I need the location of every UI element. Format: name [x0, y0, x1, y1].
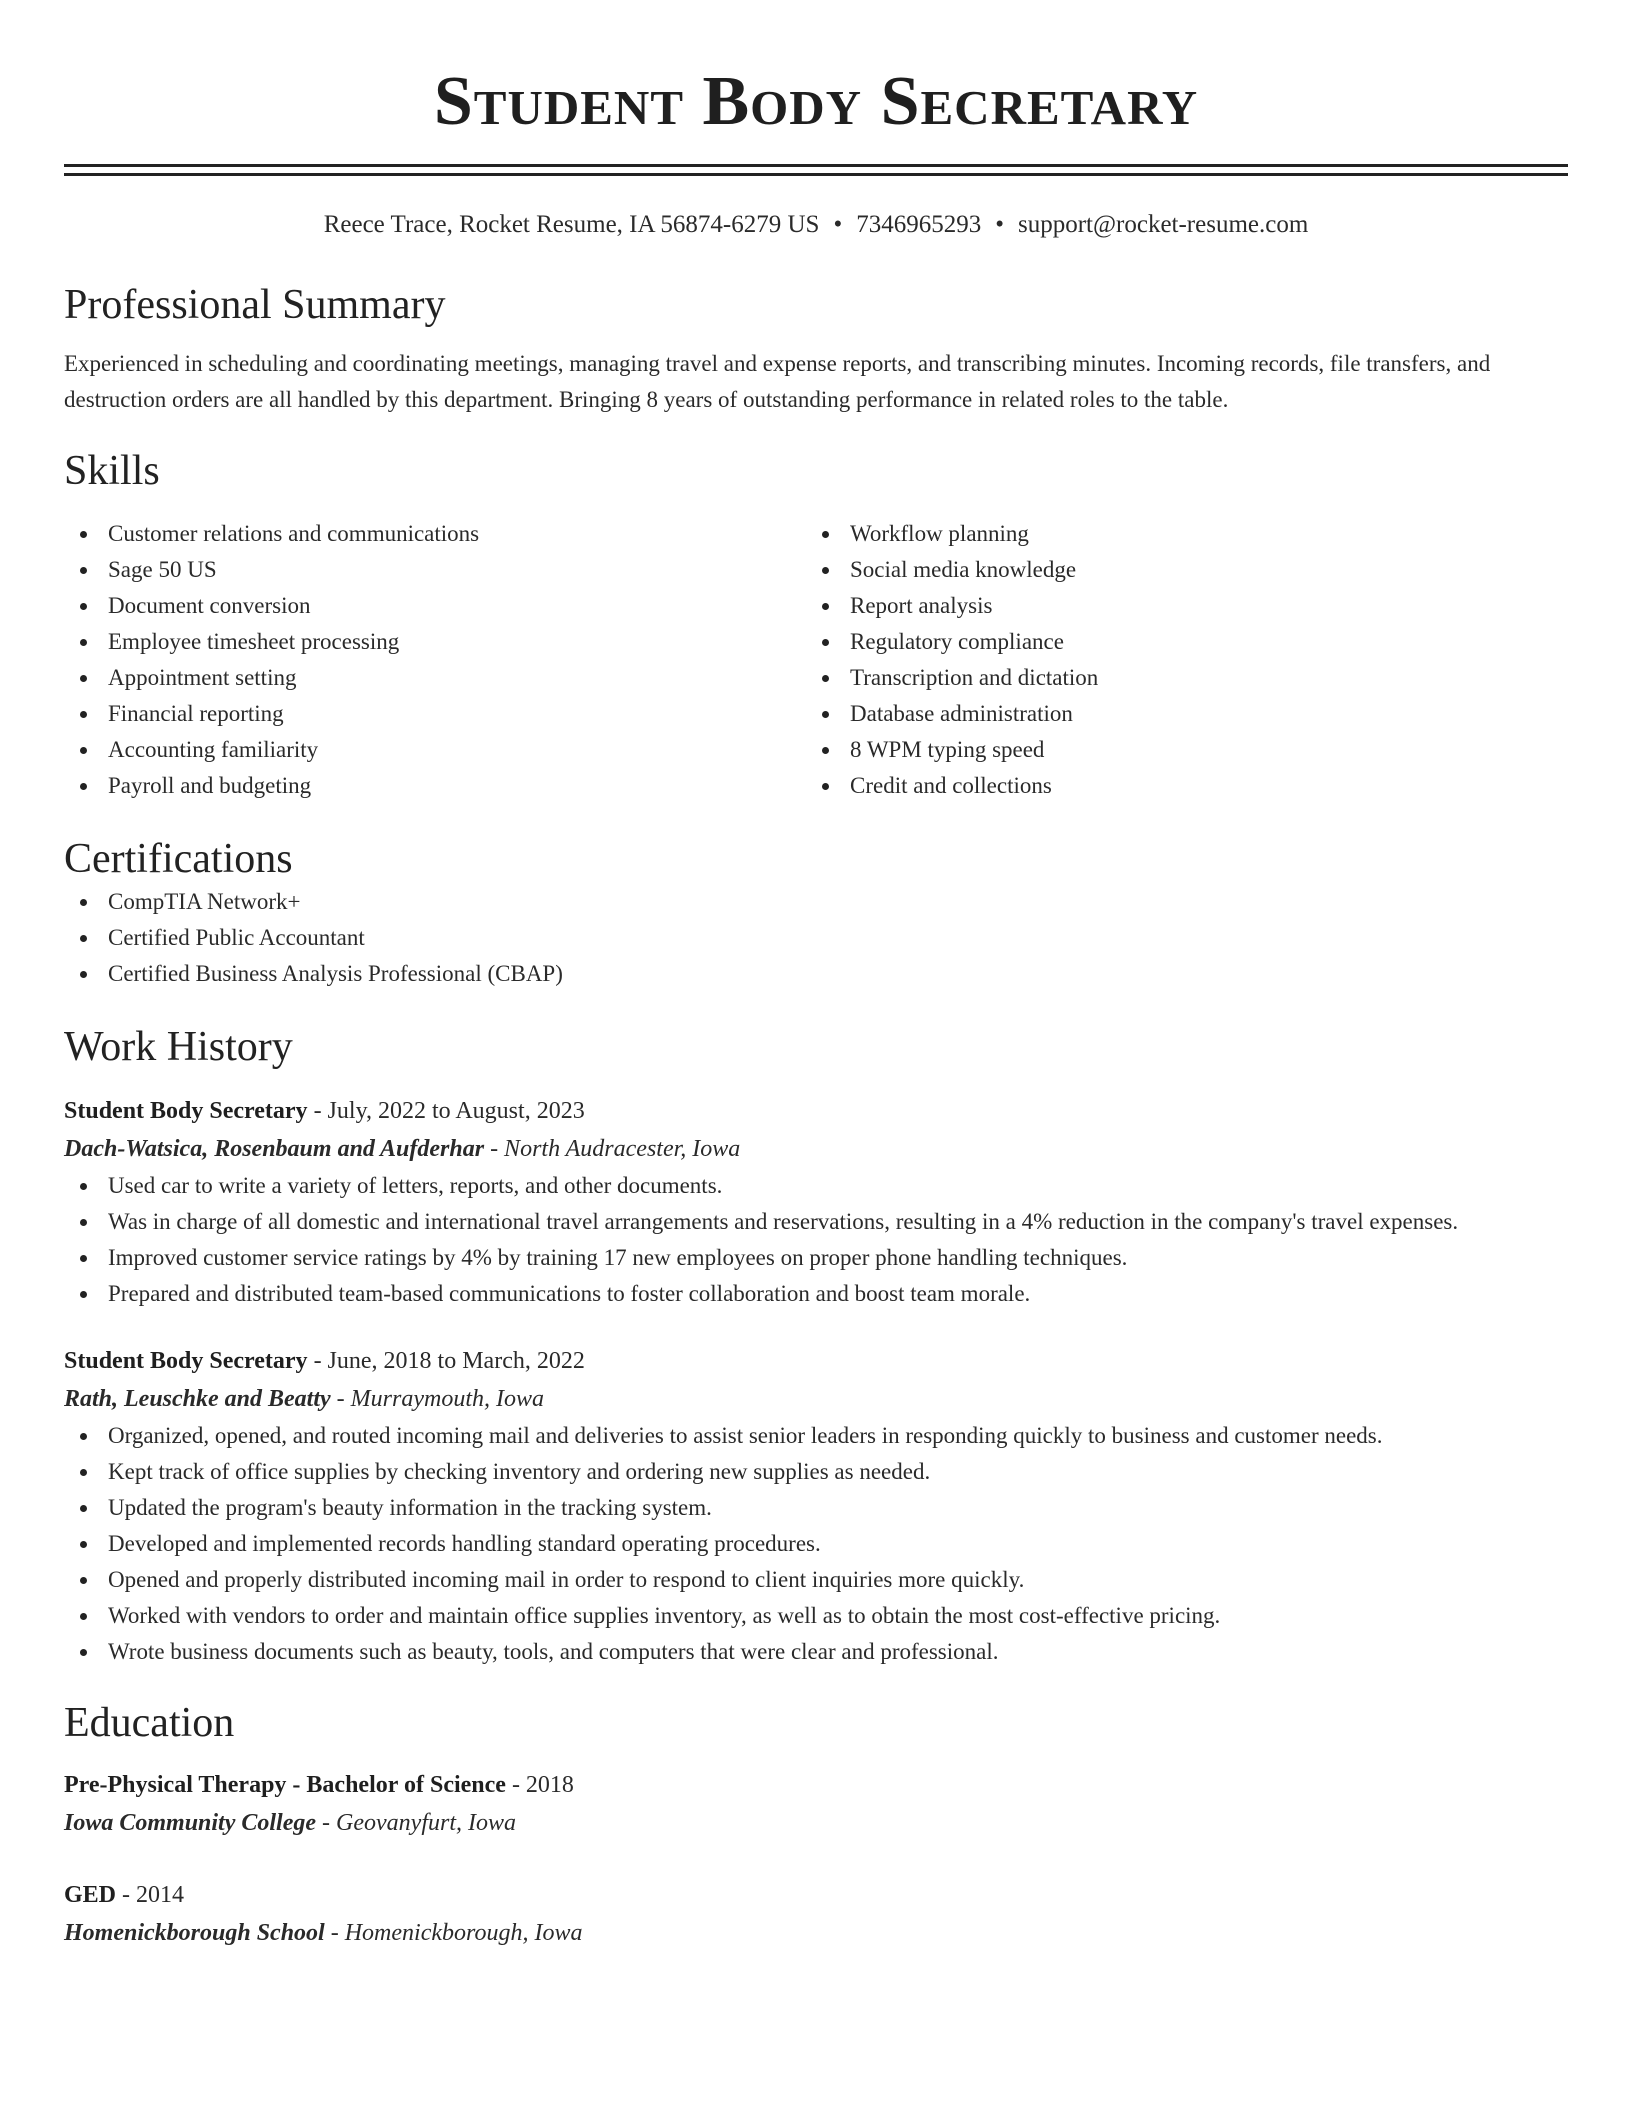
education-year: - 2018: [505, 1772, 574, 1798]
job-company-line: [64, 1380, 1568, 1418]
title-divider-bottom: [64, 173, 1568, 176]
education-entry: [64, 1766, 1568, 1842]
certification-item: Certified Business Analysis Professional (CBAP): [64, 956, 1568, 992]
skill-item: Social media knowledge: [806, 552, 1548, 588]
skills-heading: Skills: [64, 448, 160, 494]
education-degree: Pre-Physical Therapy - Bachelor of Science: [64, 1772, 506, 1798]
education-location: - Homenickborough, Iowa: [324, 1920, 583, 1946]
job-title-line: [64, 1092, 1568, 1130]
certifications-list: [64, 884, 1568, 992]
education-school-line: [64, 1804, 1568, 1842]
job-company: Dach-Watsica, Rosenbaum and Aufderhar: [64, 1136, 485, 1162]
contact-address: Reece Trace, Rocket Resume, IA 56874-6279 US: [323, 211, 820, 238]
work-history-heading: Work History: [64, 1024, 293, 1070]
skill-item: Financial reporting: [64, 696, 806, 732]
education-year: - 2014: [116, 1882, 185, 1908]
contact-separator: •: [995, 211, 1004, 238]
skill-item: Workflow planning: [806, 516, 1548, 552]
skills-list-right: [806, 516, 1548, 804]
skill-item: Accounting familiarity: [64, 732, 806, 768]
job-dates: - July, 2022 to August, 2023: [307, 1098, 585, 1124]
job-duty-item: Improved customer service ratings by 4% by training 17 new employees on proper phone handling techniques.: [64, 1240, 1568, 1276]
education-degree: GED: [64, 1882, 117, 1908]
education-degree-line: [64, 1766, 1568, 1804]
skill-item: Customer relations and communications: [64, 516, 806, 552]
skill-item: Appointment setting: [64, 660, 806, 696]
job-entry: [64, 1342, 1568, 1670]
skills-list-left: [64, 516, 806, 804]
skill-item: Database administration: [806, 696, 1548, 732]
job-duty-item: Updated the program's beauty information in the tracking system.: [64, 1490, 1568, 1526]
education-heading: Education: [64, 1700, 235, 1746]
education-entry: [64, 1876, 1568, 1952]
skill-item: Employee timesheet processing: [64, 624, 806, 660]
certification-item: CompTIA Network+: [64, 884, 1568, 920]
skill-item: Credit and collections: [806, 768, 1548, 804]
skill-item: Transcription and dictation: [806, 660, 1548, 696]
job-duty-item: Prepared and distributed team-based communications to foster collaboration and boost team morale.: [64, 1276, 1568, 1312]
skill-item: Payroll and budgeting: [64, 768, 806, 804]
education-school-line: [64, 1914, 1568, 1952]
skill-item: Regulatory compliance: [806, 624, 1548, 660]
job-duty-item: Worked with vendors to order and maintain office supplies inventory, as well as to obtain the most cost-effective pricing.: [64, 1598, 1568, 1634]
job-location: - Murraymouth, Iowa: [330, 1386, 544, 1412]
job-duty-item: Developed and implemented records handling standard operating procedures.: [64, 1526, 1568, 1562]
job-duty-item: Kept track of office supplies by checking inventory and ordering new supplies as needed.: [64, 1454, 1568, 1490]
job-duties-list: [64, 1168, 1568, 1312]
job-company: Rath, Leuschke and Beatty: [64, 1386, 331, 1412]
certifications-heading: Certifications: [64, 836, 293, 882]
skill-item: Sage 50 US: [64, 552, 806, 588]
job-duty-item: Wrote business documents such as beauty, tools, and computers that were clear and professional.: [64, 1634, 1568, 1670]
job-company-line: [64, 1130, 1568, 1168]
job-duty-item: Was in charge of all domestic and international travel arrangements and reservations, resulting in a 4% reduction in the company's travel expenses.: [64, 1204, 1568, 1240]
education-location: - Geovanyfurt, Iowa: [316, 1810, 516, 1836]
education-school: Homenickborough School: [64, 1920, 325, 1946]
certification-item: Certified Public Accountant: [64, 920, 1568, 956]
job-duty-item: Opened and properly distributed incoming mail in order to respond to client inquiries more quickly.: [64, 1562, 1568, 1598]
skill-item: Document conversion: [64, 588, 806, 624]
job-location: - North Audracester, Iowa: [484, 1136, 741, 1162]
education-school: Iowa Community College: [64, 1810, 317, 1836]
job-entry: [64, 1092, 1568, 1312]
job-title: Student Body Secretary: [64, 1348, 308, 1374]
skill-item: Report analysis: [806, 588, 1548, 624]
summary-heading: Professional Summary: [64, 282, 446, 328]
job-dates: - June, 2018 to March, 2022: [307, 1348, 585, 1374]
job-duty-item: Organized, opened, and routed incoming mail and deliveries to assist senior leaders in responding quickly to business and customer needs.: [64, 1418, 1568, 1454]
job-title-line: [64, 1342, 1568, 1380]
skills-columns: [64, 516, 1568, 804]
job-duties-list: [64, 1418, 1568, 1670]
education-degree-line: [64, 1876, 1568, 1914]
contact-phone: 7346965293: [856, 211, 982, 238]
contact-email: support@rocket-resume.com: [1018, 211, 1309, 238]
resume-title: Student Body Secretary: [433, 63, 1199, 140]
job-title: Student Body Secretary: [64, 1098, 308, 1124]
skill-item: 8 WPM typing speed: [806, 732, 1548, 768]
job-duty-item: Used car to write a variety of letters, reports, and other documents.: [64, 1168, 1568, 1204]
title-divider-top: [64, 164, 1568, 167]
contact-line: [64, 208, 1568, 242]
contact-separator: •: [833, 211, 843, 238]
summary-text: Experienced in scheduling and coordinating meetings, managing travel and expense reports, and transcribing minutes. Incoming records, file transfers, and destruction orders are all handled by this department. Bringing 8 years of outstanding performance in related roles to the table.: [64, 351, 1491, 412]
